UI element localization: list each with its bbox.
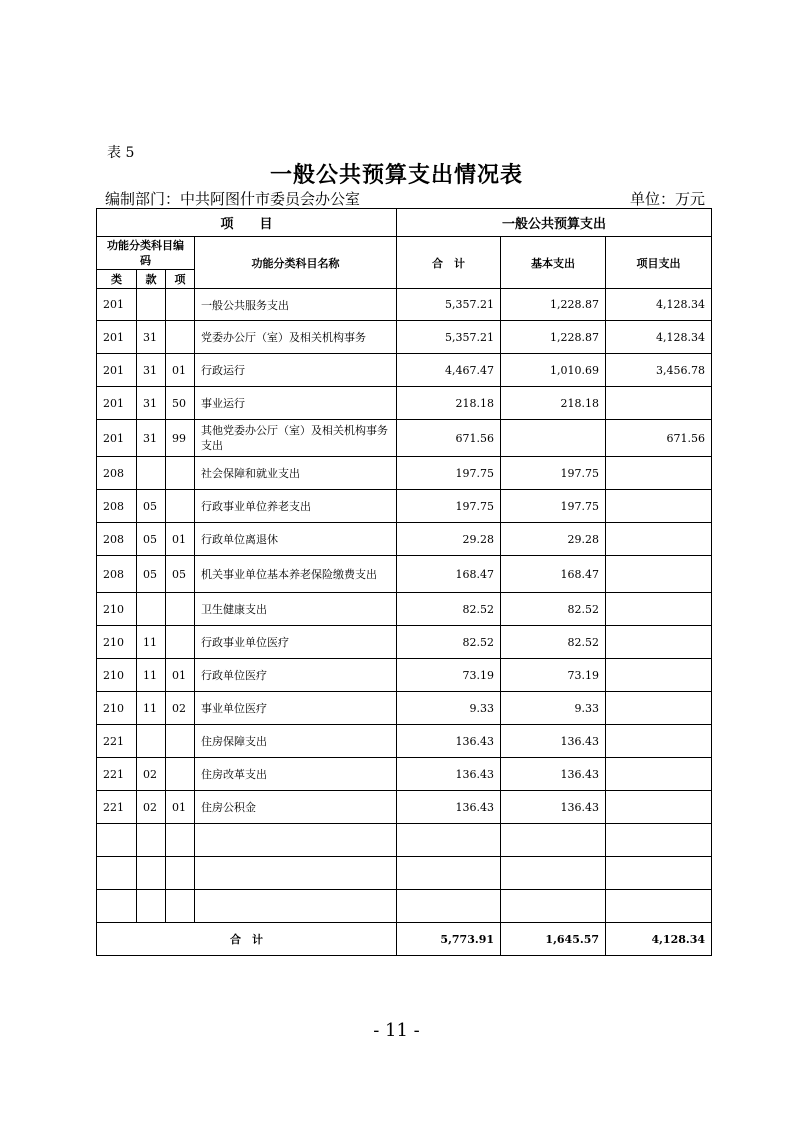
header-total: 合 计: [397, 237, 501, 289]
cell-kuan: 31: [137, 387, 166, 420]
unit-label: 单位：万元: [629, 190, 705, 208]
table-label: 表 5: [107, 145, 135, 161]
cell-xiang: 05: [166, 556, 195, 593]
cell-name: [195, 857, 397, 890]
cell-lei: 201: [97, 387, 137, 420]
cell-basic: [501, 890, 606, 923]
cell-total: 218.18: [397, 387, 501, 420]
cell-total: 82.52: [397, 593, 501, 626]
cell-xiang: [166, 289, 195, 321]
cell-project: [606, 791, 712, 824]
budget-table: [96, 208, 712, 956]
cell-kuan: 31: [137, 420, 166, 457]
table-row: [97, 490, 712, 523]
cell-name: 卫生健康支出: [195, 593, 397, 626]
cell-project: [606, 626, 712, 659]
cell-basic: 1,010.69: [501, 354, 606, 387]
cell-xiang: 99: [166, 420, 195, 457]
cell-kuan: 31: [137, 354, 166, 387]
cell-name: 住房公积金: [195, 791, 397, 824]
cell-xiang: 01: [166, 354, 195, 387]
cell-kuan: 11: [137, 659, 166, 692]
cell-kuan: [137, 457, 166, 490]
cell-kuan: [137, 857, 166, 890]
cell-kuan: [137, 725, 166, 758]
page-number: - 11 -: [373, 1020, 420, 1041]
cell-lei: 210: [97, 659, 137, 692]
cell-kuan: 02: [137, 758, 166, 791]
cell-name: 行政运行: [195, 354, 397, 387]
cell-kuan: [137, 289, 166, 321]
table-row: [97, 791, 712, 824]
cell-total: 82.52: [397, 626, 501, 659]
cell-basic: 9.33: [501, 692, 606, 725]
table-row: [97, 387, 712, 420]
cell-kuan: [137, 593, 166, 626]
header-xiang: 项: [166, 270, 195, 289]
table-row-empty: [97, 890, 712, 923]
total-basic: 1,645.57: [501, 923, 606, 956]
cell-kuan: 05: [137, 490, 166, 523]
cell-project: 671.56: [606, 420, 712, 457]
cell-xiang: 50: [166, 387, 195, 420]
cell-xiang: [166, 725, 195, 758]
cell-basic: [501, 857, 606, 890]
cell-name: 其他党委办公厅（室）及相关机构事务支出: [195, 420, 397, 457]
cell-lei: [97, 824, 137, 857]
cell-total: 671.56: [397, 420, 501, 457]
cell-lei: 208: [97, 523, 137, 556]
cell-total: 5,357.21: [397, 321, 501, 354]
table-row-empty: [97, 857, 712, 890]
cell-project: [606, 490, 712, 523]
cell-name: 行政单位医疗: [195, 659, 397, 692]
cell-lei: 210: [97, 593, 137, 626]
cell-kuan: 02: [137, 791, 166, 824]
header-row-1: [97, 209, 712, 237]
cell-total: 9.33: [397, 692, 501, 725]
page-title: 一般公共预算支出情况表: [269, 162, 523, 188]
cell-name: 一般公共服务支出: [195, 289, 397, 321]
cell-basic: 136.43: [501, 725, 606, 758]
cell-kuan: 05: [137, 523, 166, 556]
cell-lei: 221: [97, 758, 137, 791]
header-kuan: 款: [137, 270, 166, 289]
cell-project: [606, 758, 712, 791]
cell-name: 事业运行: [195, 387, 397, 420]
cell-xiang: 01: [166, 659, 195, 692]
total-row: [97, 923, 712, 956]
table-row: [97, 626, 712, 659]
cell-xiang: 01: [166, 791, 195, 824]
cell-lei: 221: [97, 791, 137, 824]
cell-project: [606, 387, 712, 420]
cell-project: 3,456.78: [606, 354, 712, 387]
table-row: [97, 457, 712, 490]
table-row-empty: [97, 824, 712, 857]
table-row: [97, 420, 712, 457]
cell-project: [606, 824, 712, 857]
cell-lei: 201: [97, 289, 137, 321]
cell-basic: 197.75: [501, 457, 606, 490]
cell-total: 197.75: [397, 457, 501, 490]
cell-name: 行政事业单位养老支出: [195, 490, 397, 523]
cell-total: 168.47: [397, 556, 501, 593]
cell-total: [397, 824, 501, 857]
header-basic: 基本支出: [501, 237, 606, 289]
cell-project: [606, 659, 712, 692]
cell-total: [397, 857, 501, 890]
cell-total: 73.19: [397, 659, 501, 692]
cell-basic: 82.52: [501, 626, 606, 659]
cell-lei: 208: [97, 490, 137, 523]
cell-name: 行政事业单位医疗: [195, 626, 397, 659]
cell-total: [397, 890, 501, 923]
header-project: 项目支出: [606, 237, 712, 289]
header-general-budget: 一般公共预算支出: [397, 209, 712, 237]
table-row: [97, 523, 712, 556]
cell-kuan: 11: [137, 626, 166, 659]
cell-project: [606, 692, 712, 725]
cell-project: [606, 523, 712, 556]
cell-basic: 218.18: [501, 387, 606, 420]
cell-lei: 201: [97, 321, 137, 354]
meta-line: [105, 188, 705, 208]
cell-xiang: [166, 457, 195, 490]
cell-total: 136.43: [397, 791, 501, 824]
cell-basic: 136.43: [501, 791, 606, 824]
header-name: 功能分类科目名称: [195, 237, 397, 289]
cell-lei: [97, 890, 137, 923]
cell-kuan: [137, 890, 166, 923]
cell-kuan: 11: [137, 692, 166, 725]
cell-lei: 208: [97, 556, 137, 593]
cell-name: 社会保障和就业支出: [195, 457, 397, 490]
cell-name: 住房保障支出: [195, 725, 397, 758]
cell-lei: 201: [97, 354, 137, 387]
cell-project: 4,128.34: [606, 289, 712, 321]
cell-total: 136.43: [397, 758, 501, 791]
header-item: 项 目: [97, 209, 397, 237]
cell-xiang: [166, 321, 195, 354]
total-sum: 5,773.91: [397, 923, 501, 956]
cell-xiang: [166, 490, 195, 523]
cell-total: 29.28: [397, 523, 501, 556]
cell-lei: 201: [97, 420, 137, 457]
cell-project: [606, 457, 712, 490]
table-row: [97, 289, 712, 321]
cell-xiang: 02: [166, 692, 195, 725]
cell-project: [606, 556, 712, 593]
cell-basic: 73.19: [501, 659, 606, 692]
cell-kuan: 05: [137, 556, 166, 593]
table-row: [97, 692, 712, 725]
table-row: [97, 593, 712, 626]
table-row: [97, 758, 712, 791]
cell-name: [195, 824, 397, 857]
cell-project: [606, 593, 712, 626]
cell-basic: [501, 824, 606, 857]
cell-basic: 1,228.87: [501, 289, 606, 321]
cell-project: [606, 890, 712, 923]
cell-project: [606, 725, 712, 758]
table-row: [97, 321, 712, 354]
cell-xiang: [166, 758, 195, 791]
cell-lei: [97, 857, 137, 890]
cell-name: 党委办公厅（室）及相关机构事务: [195, 321, 397, 354]
cell-name: 事业单位医疗: [195, 692, 397, 725]
cell-lei: 210: [97, 626, 137, 659]
cell-xiang: [166, 890, 195, 923]
cell-basic: 82.52: [501, 593, 606, 626]
header-code-group: 功能分类科目编码: [97, 237, 195, 270]
cell-basic: 1,228.87: [501, 321, 606, 354]
cell-total: 136.43: [397, 725, 501, 758]
cell-lei: 208: [97, 457, 137, 490]
header-lei: 类: [97, 270, 137, 289]
cell-xiang: [166, 593, 195, 626]
cell-basic: 168.47: [501, 556, 606, 593]
table-row: [97, 354, 712, 387]
cell-xiang: [166, 857, 195, 890]
cell-total: 197.75: [397, 490, 501, 523]
cell-lei: 210: [97, 692, 137, 725]
cell-project: [606, 857, 712, 890]
cell-total: 5,357.21: [397, 289, 501, 321]
cell-kuan: [137, 824, 166, 857]
cell-xiang: 01: [166, 523, 195, 556]
cell-xiang: [166, 824, 195, 857]
department-label: 编制部门：中共阿图什市委员会办公室: [105, 190, 361, 208]
table-row: [97, 556, 712, 593]
cell-xiang: [166, 626, 195, 659]
cell-name: 机关事业单位基本养老保险缴费支出: [195, 556, 397, 593]
header-row-2: [97, 237, 712, 270]
table-row: [97, 725, 712, 758]
cell-basic: [501, 420, 606, 457]
cell-lei: 221: [97, 725, 137, 758]
cell-project: 4,128.34: [606, 321, 712, 354]
total-label: 合 计: [97, 923, 397, 956]
table-row: [97, 659, 712, 692]
cell-name: 行政单位离退休: [195, 523, 397, 556]
cell-basic: 197.75: [501, 490, 606, 523]
cell-total: 4,467.47: [397, 354, 501, 387]
cell-basic: 29.28: [501, 523, 606, 556]
cell-name: [195, 890, 397, 923]
cell-basic: 136.43: [501, 758, 606, 791]
total-project: 4,128.34: [606, 923, 712, 956]
cell-name: 住房改革支出: [195, 758, 397, 791]
cell-kuan: 31: [137, 321, 166, 354]
